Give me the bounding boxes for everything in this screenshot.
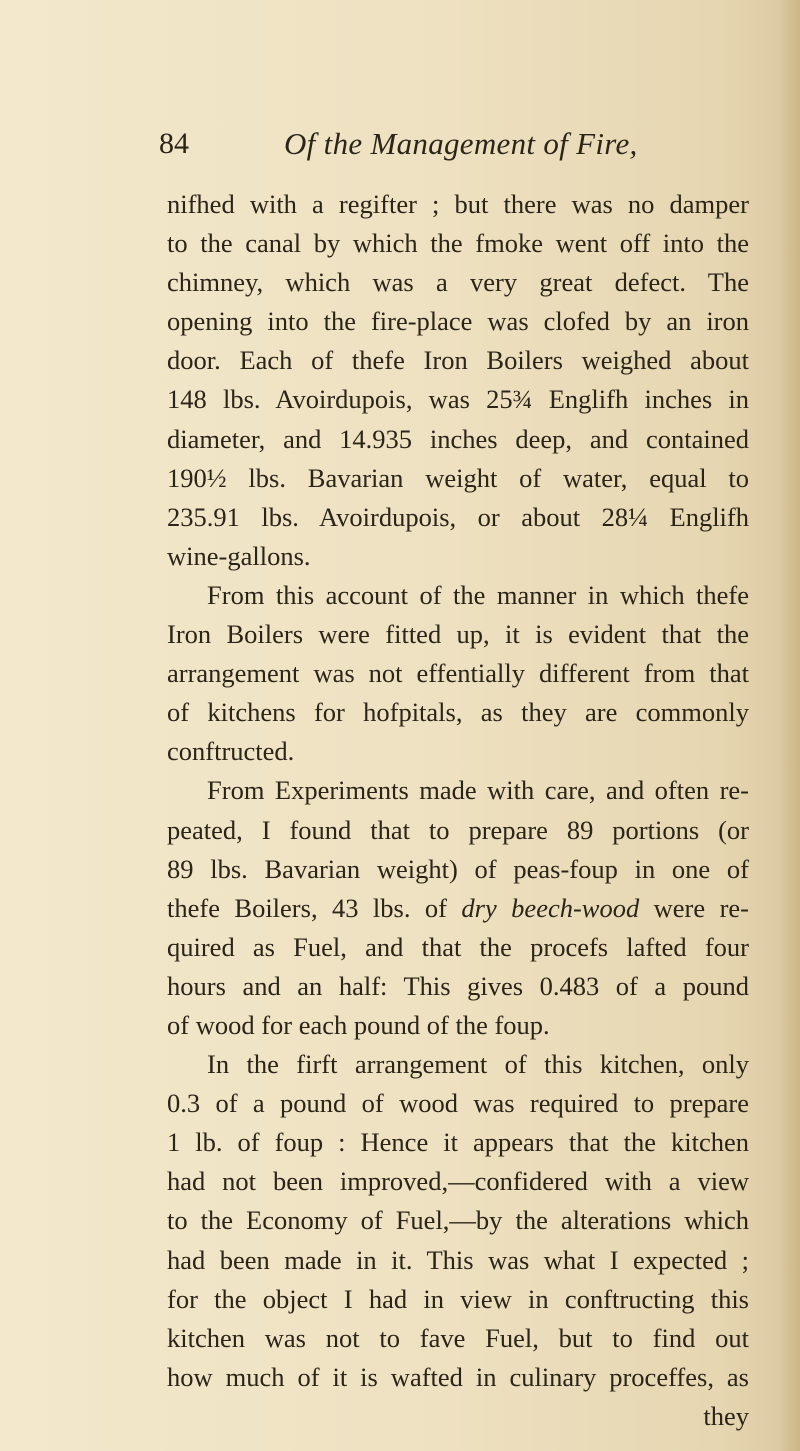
- text-line: peated, I found that to prepare 89 portions (or: [167, 814, 749, 845]
- text-line: 0.3 of a pound of wood was required to prepare: [167, 1088, 749, 1119]
- text-line-mixed: [167, 889, 749, 928]
- text-line: 1 lb. of foup : Hence it appears that the kitchen: [167, 1127, 749, 1158]
- text-line: to the canal by which the fmoke went off into the: [167, 228, 749, 259]
- text-line: nifhed with a regifter ; but there was no damper: [167, 189, 749, 219]
- text-line: of wood for each pound of the foup.: [167, 1009, 550, 1040]
- text-line: conftructed.: [167, 736, 295, 767]
- text-line: had not been improved,—confidered with a view: [167, 1166, 749, 1197]
- text-line: arrangement was not effentially different from that: [167, 658, 749, 689]
- text-line: door. Each of thefe Iron Boilers weighed about: [167, 345, 749, 376]
- text-line: 89 lbs. Bavarian weight) of peas-foup in one of: [167, 853, 749, 884]
- text-run: were re-: [639, 892, 749, 923]
- text-line: had been made in it. This was what I expected ;: [167, 1244, 749, 1275]
- text-line: opening into the fire-place was clofed by an iron: [167, 306, 749, 337]
- text-line: 148 lbs. Avoirdupois, was 25¾ Englifh inches in: [167, 384, 749, 415]
- text-line: chimney, which was a very great defect. The: [167, 267, 749, 298]
- text-run: thefe Boilers, 43 lbs. of: [167, 892, 462, 923]
- text-line: From this account of the manner in which thefe: [207, 579, 749, 610]
- text-line: Iron Boilers were fitted up, it is evident that the: [167, 619, 749, 650]
- text-line: wine-gallons.: [167, 540, 311, 571]
- text-line: 235.91 lbs. Avoirdupois, or about 28¼ Englifh: [167, 501, 749, 532]
- body-text: [167, 185, 749, 1436]
- page-number: 84: [159, 127, 189, 160]
- page-edge: [778, 0, 800, 1451]
- text-line: of kitchens for hofpitals, as they are commonly: [167, 697, 749, 728]
- text-line: 190½ lbs. Bavarian weight of water, equal to: [167, 462, 749, 493]
- italic-phrase: dry beech-wood: [461, 892, 640, 923]
- text-line: to the Economy of Fuel,—by the alterations which: [167, 1205, 749, 1236]
- text-line: diameter, and 14.935 inches deep, and contained: [167, 423, 749, 454]
- text-line: quired as Fuel, and that the procefs lafted four: [167, 931, 749, 962]
- text-line: From Experiments made with care, and often re-: [207, 775, 749, 806]
- running-title: Of the Management of Fire,: [284, 126, 638, 161]
- catchword: they: [703, 1400, 749, 1431]
- text-line: for the object I had in view in conftructing this: [167, 1283, 749, 1314]
- text-line: hours and an half: This gives 0.483 of a pound: [167, 970, 749, 1001]
- text-line: how much of it is wafted in culinary proceffes, as: [167, 1361, 749, 1392]
- text-line: kitchen was not to fave Fuel, but to find out: [167, 1322, 749, 1353]
- text-line: In the firft arrangement of this kitchen, only: [207, 1049, 749, 1080]
- running-head: [0, 124, 800, 164]
